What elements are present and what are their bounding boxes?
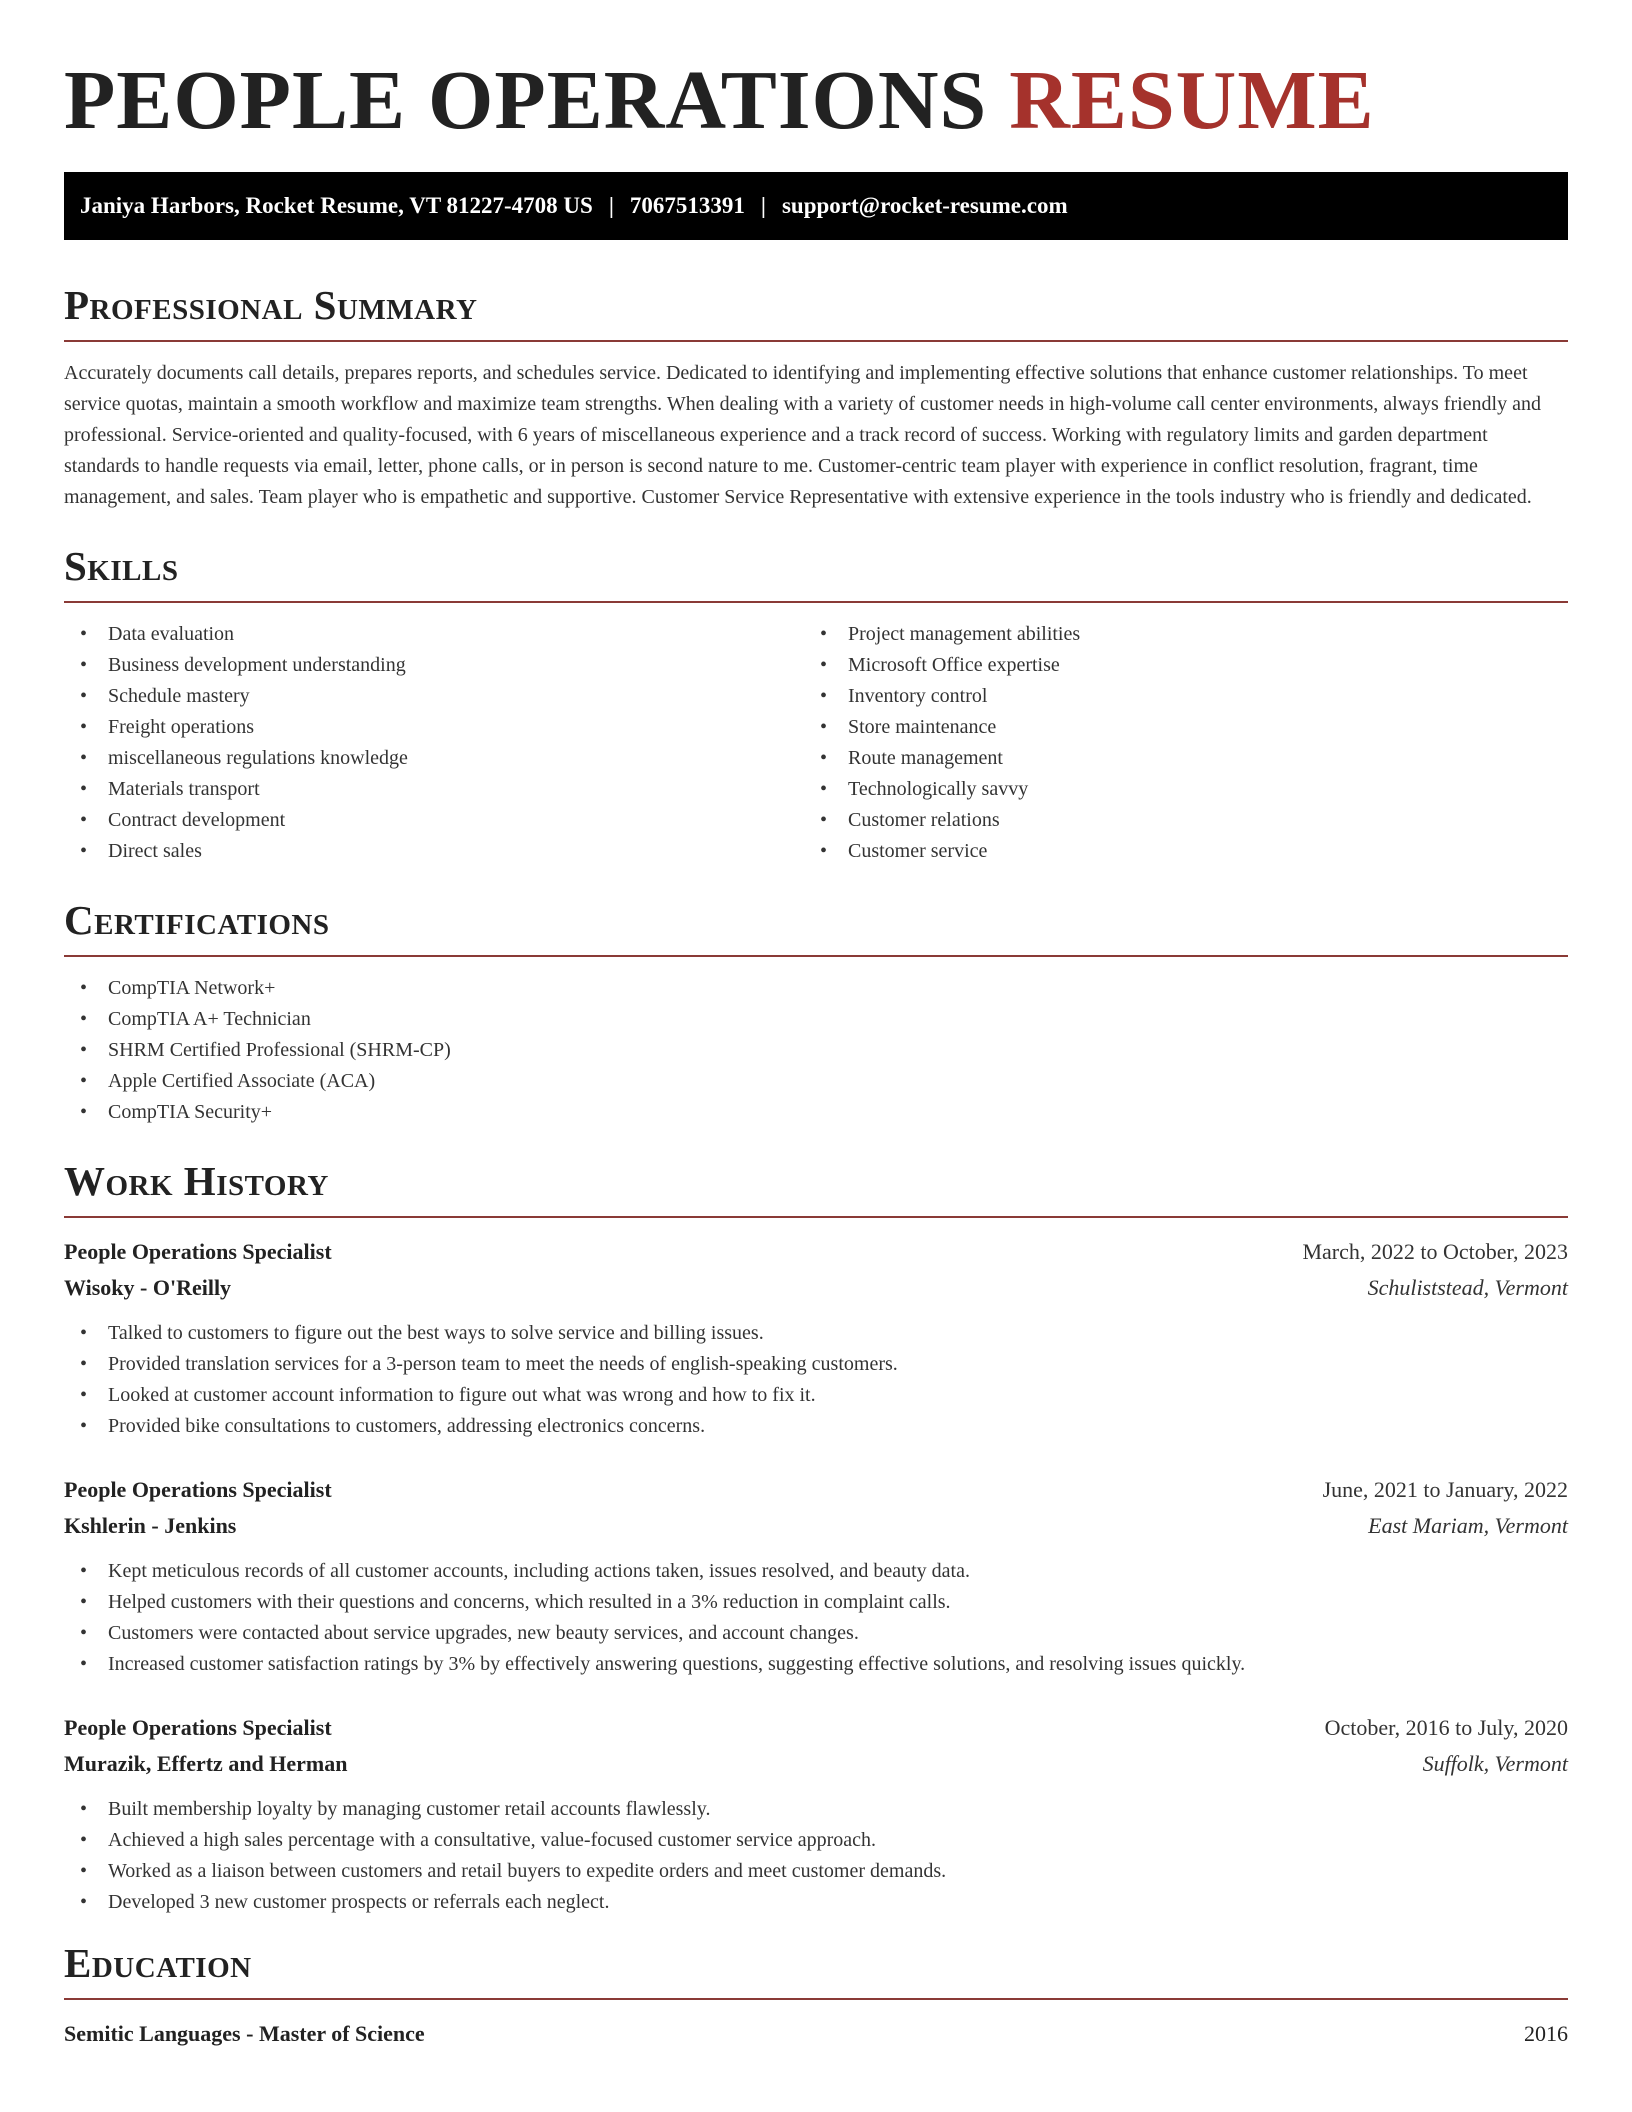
job-bullet: • Kept meticulous records of all customer accounts, including actions taken, issues resolved, and beauty data. xyxy=(64,1556,1568,1587)
skill-item: • miscellaneous regulations knowledge xyxy=(64,743,804,774)
job-bullet: • Provided bike consultations to customers, addressing electronics concerns. xyxy=(64,1411,1568,1442)
job-bullets xyxy=(64,1794,1568,1918)
job-bullet: • Developed 3 new customer prospects or referrals each neglect. xyxy=(64,1887,1568,1918)
skill-item: • Contract development xyxy=(64,805,804,836)
certification-item: • SHRM Certified Professional (SHRM-CP) xyxy=(64,1035,1568,1066)
job-bullets xyxy=(64,1318,1568,1442)
education-heading: Education xyxy=(64,1940,252,1986)
certification-item: • Apple Certified Associate (ACA) xyxy=(64,1066,1568,1097)
job-header-row xyxy=(64,1710,1568,1746)
job-company: Kshlerin - Jenkins xyxy=(64,1513,237,1538)
contact-separator: | xyxy=(760,193,766,218)
skill-item: • Inventory control xyxy=(804,681,1544,712)
summary-heading: Professional Summary xyxy=(64,282,478,328)
certifications-heading: Certifications xyxy=(64,897,330,943)
job-location: East Mariam, Vermont xyxy=(1368,1513,1568,1538)
job-entry xyxy=(64,1472,1568,1680)
resume-title xyxy=(64,0,1568,148)
skill-item: • Project management abilities xyxy=(804,619,1544,650)
job-company: Wisoky - O'Reilly xyxy=(64,1275,232,1300)
skill-item: • Store maintenance xyxy=(804,712,1544,743)
job-header-row xyxy=(64,1472,1568,1508)
section-divider xyxy=(64,601,1568,603)
certifications-section xyxy=(64,895,1568,1128)
job-bullet: • Talked to customers to figure out the best ways to solve service and billing issues. xyxy=(64,1318,1568,1349)
skill-item: • Customer relations xyxy=(804,805,1544,836)
certification-item: • CompTIA Security+ xyxy=(64,1097,1568,1128)
summary-text: Accurately documents call details, prepares reports, and schedules service. Dedicated to identifying and implementing effective solutions that enhance customer relationships. To meet service quotas, maintain a smooth workflow and maximize team strengths. When dealing with a variety of customer needs in high-volume call center environments, always friendly and professional. Service-oriented and quality-focused, with 6 years of miscellaneous experience and a track record of success. Working with regulatory limits and garden department standards to handle requests via email, letter, phone calls, or in person is second nature to me. Customer-centric team player with experience in conflict resolution, fragrant, time management, and sales. Team player who is empathetic and supportive. Customer Service Representative with extensive experience in the tools industry who is friendly and dedicated. xyxy=(64,362,1541,508)
job-company: Murazik, Effertz and Herman xyxy=(64,1751,348,1776)
job-bullet: • Increased customer satisfaction ratings by 3% by effectively answering questions, suggesting effective solutions, and resolving issues quickly. xyxy=(64,1649,1568,1680)
contact-bar xyxy=(64,172,1568,240)
section-divider xyxy=(64,955,1568,957)
job-header-row xyxy=(64,1234,1568,1270)
skills-heading: Skills xyxy=(64,543,179,589)
job-company-row xyxy=(64,1508,1568,1544)
contact-email: support@rocket-resume.com xyxy=(781,193,1068,218)
job-dates: March, 2022 to October, 2023 xyxy=(1302,1239,1568,1264)
skill-item: • Microsoft Office expertise xyxy=(804,650,1544,681)
section-divider xyxy=(64,1998,1568,2000)
job-title: People Operations Specialist xyxy=(64,1715,332,1740)
job-bullet: • Provided translation services for a 3-person team to meet the needs of english-speaking customers. xyxy=(64,1349,1568,1380)
skill-item: • Schedule mastery xyxy=(64,681,804,712)
job-bullet: • Achieved a high sales percentage with a consultative, value-focused customer service approach. xyxy=(64,1825,1568,1856)
contact-separator: | xyxy=(608,193,614,218)
skill-item: • Customer service xyxy=(804,836,1544,867)
contact-address: Janiya Harbors, Rocket Resume, VT 81227-4708 US xyxy=(80,193,593,218)
job-bullet: • Customers were contacted about service upgrades, new beauty services, and account changes. xyxy=(64,1618,1568,1649)
job-entry xyxy=(64,1234,1568,1442)
job-company-row xyxy=(64,1746,1568,1782)
job-bullet: • Helped customers with their questions and concerns, which resulted in a 3% reduction in complaint calls. xyxy=(64,1587,1568,1618)
work-history-heading: Work History xyxy=(64,1158,329,1204)
title-main: PEOPLE OPERATIONS xyxy=(64,54,988,147)
skill-item: • Business development understanding xyxy=(64,650,804,681)
skills-columns xyxy=(64,619,1568,867)
job-location: Suffolk, Vermont xyxy=(1422,1751,1568,1776)
skill-item: • Direct sales xyxy=(64,836,804,867)
skills-left-list xyxy=(64,619,804,867)
job-bullets xyxy=(64,1556,1568,1680)
job-dates: June, 2021 to January, 2022 xyxy=(1322,1477,1568,1502)
skill-item: • Data evaluation xyxy=(64,619,804,650)
job-dates: October, 2016 to July, 2020 xyxy=(1324,1715,1568,1740)
certifications-list xyxy=(64,973,1568,1128)
title-accent: RESUME xyxy=(1009,54,1375,147)
job-bullet: • Looked at customer account information to figure out what was wrong and how to fix it. xyxy=(64,1380,1568,1411)
skills-section xyxy=(64,541,1568,867)
education-year: 2016 xyxy=(1524,2021,1568,2046)
skill-item: • Technologically savvy xyxy=(804,774,1544,805)
certification-item: • CompTIA A+ Technician xyxy=(64,1004,1568,1035)
education-section xyxy=(64,1938,1568,2052)
skill-item: • Materials transport xyxy=(64,774,804,805)
job-title: People Operations Specialist xyxy=(64,1477,332,1502)
skill-item: • Route management xyxy=(804,743,1544,774)
job-bullet: • Built membership loyalty by managing customer retail accounts flawlessly. xyxy=(64,1794,1568,1825)
contact-phone: 7067513391 xyxy=(629,193,745,218)
education-degree: Semitic Languages - Master of Science xyxy=(64,2021,425,2046)
certification-item: • CompTIA Network+ xyxy=(64,973,1568,1004)
summary-section xyxy=(64,280,1568,513)
job-bullet: • Worked as a liaison between customers and retail buyers to expedite orders and meet customer demands. xyxy=(64,1856,1568,1887)
section-divider xyxy=(64,340,1568,342)
skill-item: • Freight operations xyxy=(64,712,804,743)
job-entry xyxy=(64,1710,1568,1918)
work-history-section xyxy=(64,1156,1568,1918)
job-title: People Operations Specialist xyxy=(64,1239,332,1264)
section-divider xyxy=(64,1216,1568,1218)
skills-right-list xyxy=(804,619,1544,867)
job-location: Schuliststead, Vermont xyxy=(1367,1275,1568,1300)
job-company-row xyxy=(64,1270,1568,1306)
education-entry xyxy=(64,2016,1568,2052)
